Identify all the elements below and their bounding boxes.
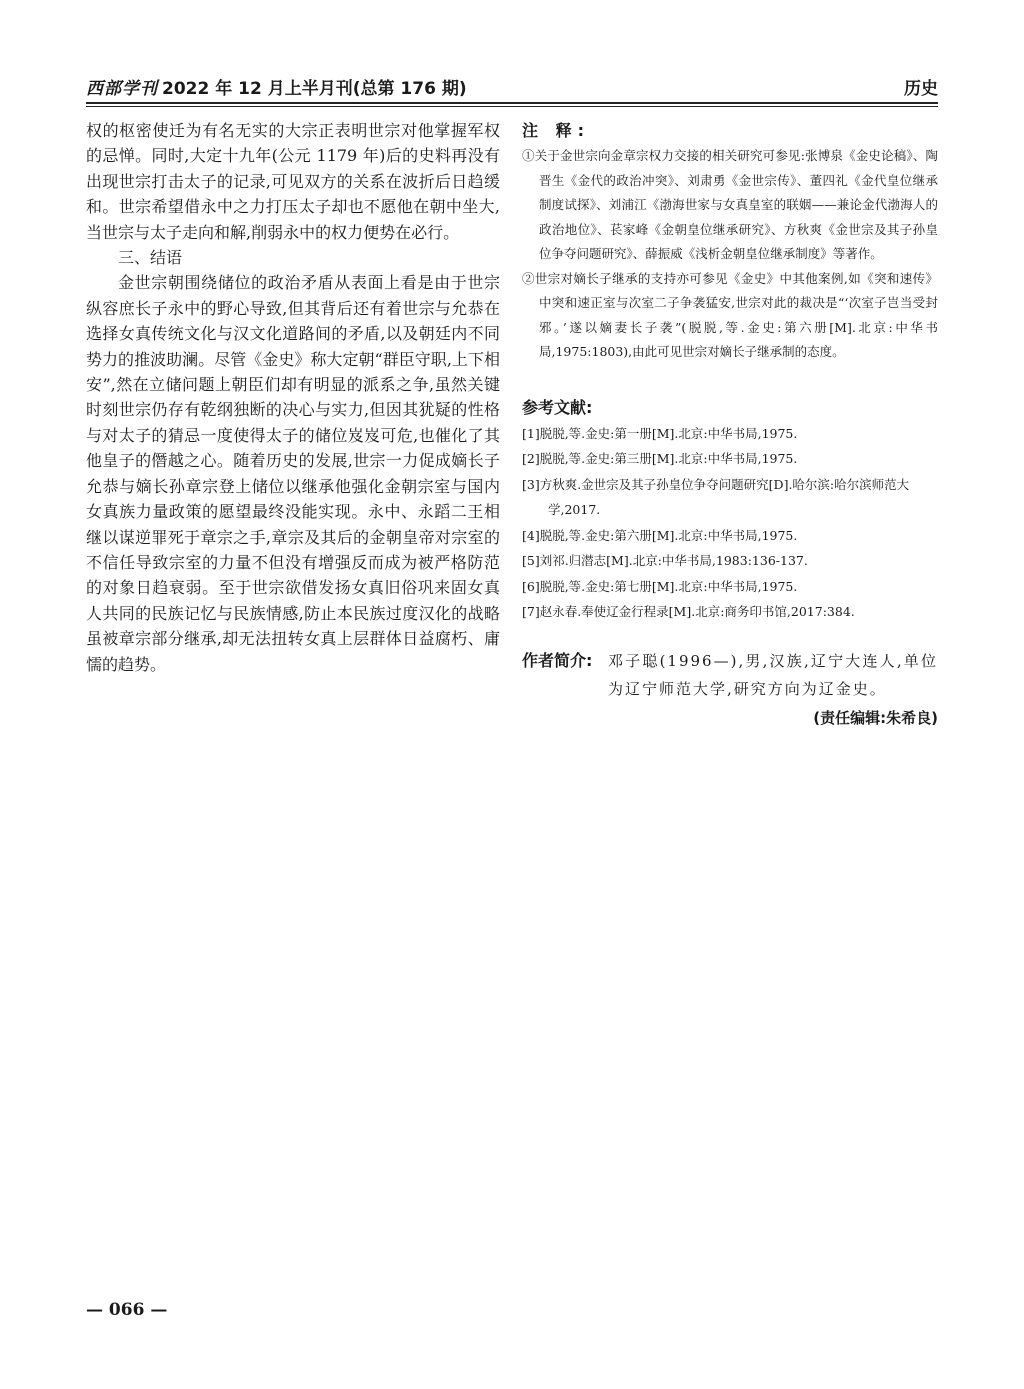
reference-item: [1]脱脱,等.金史:第一册[M].北京:中华书局,1975.	[522, 425, 798, 441]
notes-column	[522, 118, 938, 728]
reference-item: [2]脱脱,等.金史:第三册[M].北京:中华书局,1975.	[522, 451, 798, 466]
author-bio	[522, 647, 938, 703]
section-label: 历史	[904, 79, 938, 99]
body-paragraph-continued: 权的枢密使迁为有名无实的大宗正表明世宗对他掌握军权的忌惮。同时,大定十九年(公元 1179 年)后的史料再没有出现世宗打击太子的记录,可见双方的关系在波折后日趋缓和。世宗希望借永中之力打压太子却也不愿他在朝中坐大,当世宗与太子走向和解,削弱永中的权力便势在必行。	[86, 121, 500, 242]
header-rule-thin	[86, 106, 938, 107]
issue-info: 2022 年 12 月上半月刊(总第 176 期)	[162, 79, 467, 99]
reference-item: [4]脱脱,等.金史:第六册[M].北京:中华书局,1975.	[522, 527, 798, 543]
body-paragraph: 金世宗朝围绕储位的政治矛盾从表面上看是由于世宗纵容庶长子永中的野心导致,但其背后还有着世宗与允恭在选择女真传统文化与汉文化道路间的矛盾,以及朝廷内不同势力的推波助澜。尽管《金史》称大定朝“群臣守职,上下相安”,然在立储问题上朝臣们却有明显的派系之争,虽然关键时刻世宗仍存有乾纲独断的决心与实力,但因其犹疑的性格与对太子的猜忌一度使得太子的储位岌岌可危,也催化了其他皇子的僭越之心。随着历史的发展,世宗一力促成嫡长子允恭与嫡长孙章宗登上储位以继承他强化金朝宗室与国内女真族力量政策的愿望最终没能实现。永中、永蹈二王相继以谋逆罪死于章宗之手,章宗及其后的金朝皇帝对宗室的不信任导致宗室的力量不但没有增强反而成为被严格防范的对象日趋衰弱。至于世宗欲借发扬女真旧俗巩来固女真人共同的民族记忆与民族情感,防止本民族过度汉化的战略虽被章宗部分继承,却无法扭转女真上层群体日益腐朽、庸懦的趋势。	[86, 273, 500, 674]
note-item: ①关于金世宗向金章宗权力交接的相关研究可参见:张博泉《金史论稿》、陶晋生《金代的政治冲突》、刘肃勇《金世宗传》、董四礼《金代皇位继承制度试探》、刘浦江《渤海世家与女真皇室的联姻——兼论金代渤海人的政治地位》、苌家峰《金朝皇位继承研究》、方秋爽《金世宗及其子孙皇位争夺问题研究》、薛振威《浅析金朝皇位继承制度》等著作。	[522, 148, 938, 261]
page-header	[86, 72, 938, 100]
author-bio-label: 作者简介:	[522, 650, 593, 670]
reference-item: [7]赵永春.奉使辽金行程录[M].北京:商务印书馆,2017:384.	[522, 604, 855, 619]
main-text-column	[86, 118, 500, 677]
note-item: ②世宗对嫡长子继承的支持亦可参见《金史》中其他案例,如《突和速传》中突和速正室与次室二子争袭猛安,世宗对此的裁决是“‘次室子岂当受封邪。’遂以嫡妻长子袭”(脱脱,等.金史:第六册[M].北京:中华书局,1975:1803),由此可见世宗对嫡长子继承制的态度。	[522, 270, 938, 359]
references-heading: 参考文献:	[522, 397, 593, 417]
author-bio-text: 邓子聪(1996—),男,汉族,辽宁大连人,单位为辽宁师范大学,研究方向为辽金史。	[608, 651, 938, 698]
page-number: — 066 —	[86, 1300, 168, 1320]
header-rule	[86, 102, 938, 104]
notes-heading: 注 释:	[522, 121, 590, 140]
reference-item: [5]刘祁.归潜志[M].北京:中华书局,1983:136-137.	[522, 553, 808, 568]
section-heading-conclusion: 三、结语	[118, 248, 183, 268]
journal-logo: 西部学刊	[86, 79, 158, 99]
reference-item: [6]脱脱,等.金史:第七册[M].北京:中华书局,1975.	[522, 578, 798, 594]
responsible-editor: (责任编辑:朱希良)	[813, 708, 938, 727]
journal-title	[86, 74, 467, 99]
reference-item: [3]方秋爽.金世宗及其子孙皇位争夺问题研究[D].哈尔滨:哈尔滨师范大学,2017.	[522, 476, 910, 517]
